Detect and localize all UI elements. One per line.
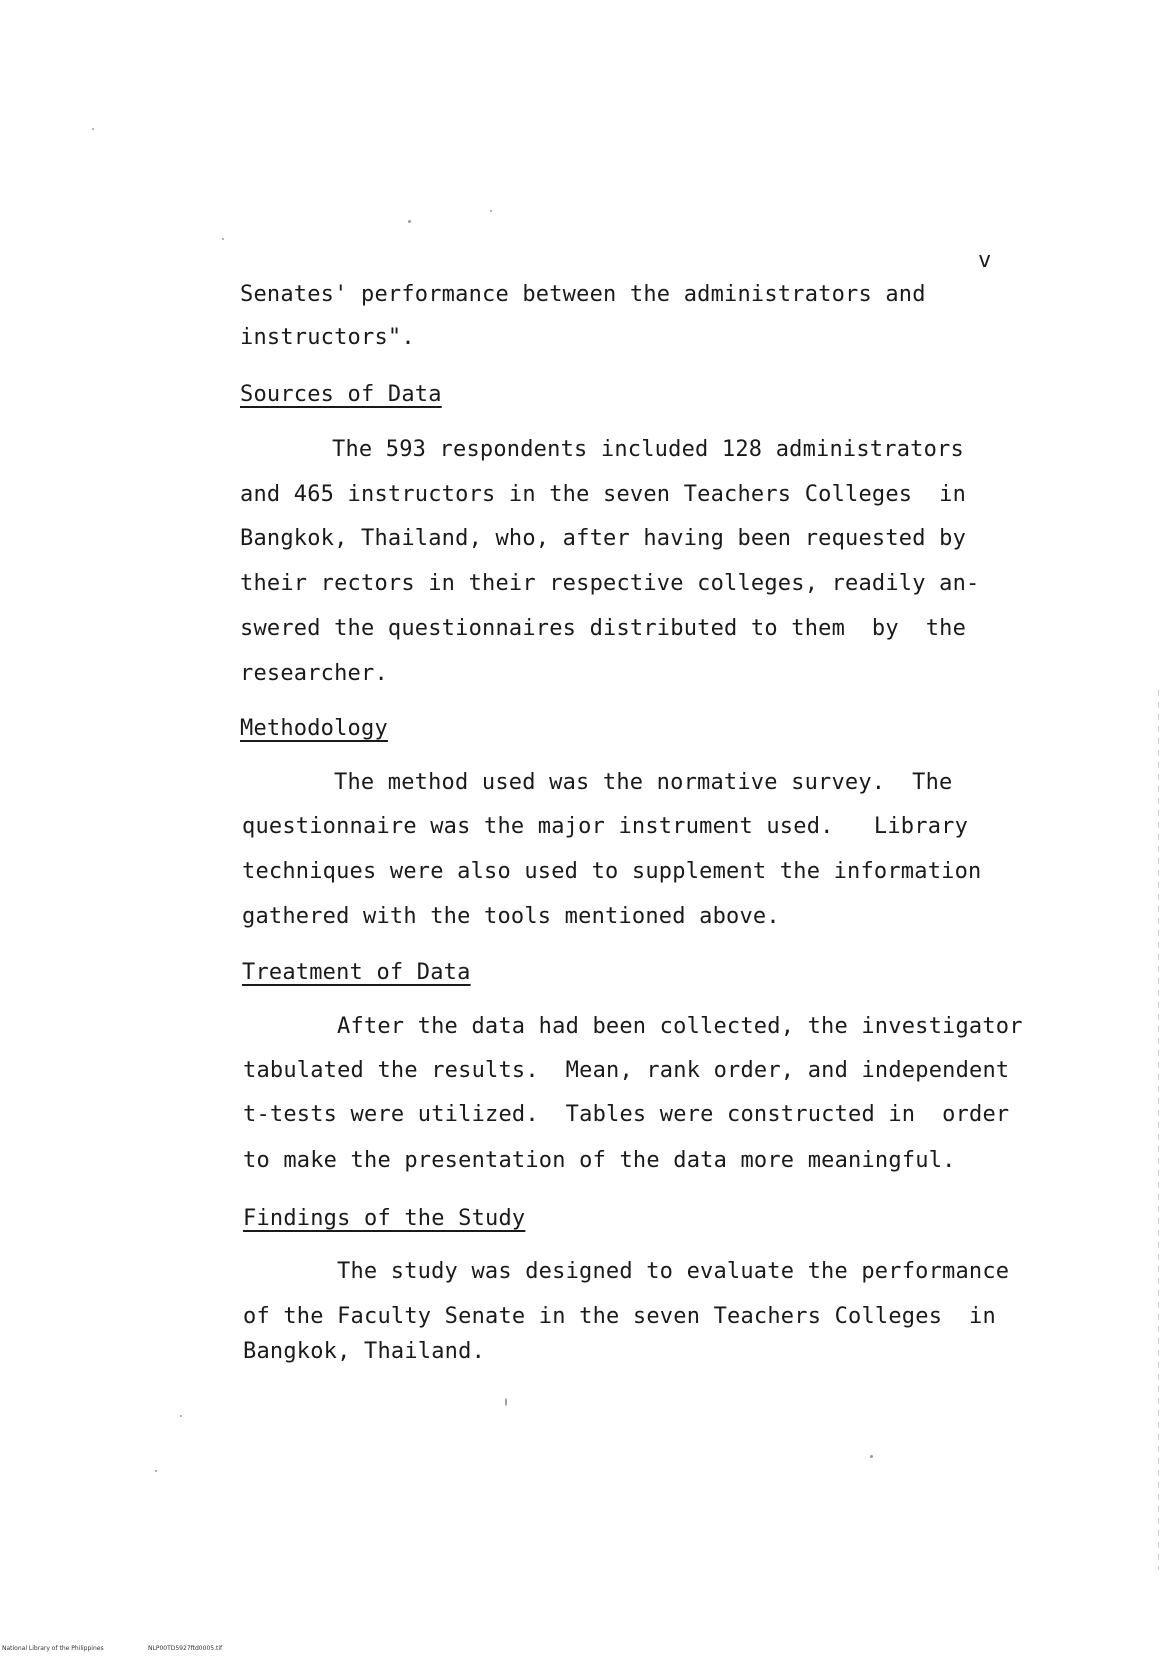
text-line: instructors". [240,325,415,350]
scan-speck [870,1455,873,1458]
scan-speck [408,220,411,223]
text-line: tabulated the results. Mean, rank order, and independent [243,1058,1010,1083]
scan-edge-line [1158,690,1159,1570]
section-heading-findings-of-the-study: Findings of the Study [243,1206,526,1231]
scan-speck [180,1415,182,1417]
text-line: to make the presentation of the data more meaningful. [243,1148,956,1173]
section-heading-sources-of-data: Sources of Data [240,382,442,407]
text-line: and 465 instructors in the seven Teachers Colleges in [240,482,967,507]
text-line: techniques were also used to supplement the information [242,859,982,884]
text-line: swered the questionnaires distributed to them by the [240,616,967,641]
text-line: The 593 respondents included 128 administrators [332,437,964,462]
footer-file-id: NLP00TD5927ftd0005.tif [148,1645,223,1652]
text-line: The study was designed to evaluate the performance [337,1259,1010,1284]
text-line: Bangkok, Thailand, who, after having been requested by [240,526,967,551]
text-line: Senates' performance between the administrators and [240,282,926,307]
page-number: v [978,248,993,273]
text-line: The method used was the normative survey. The [334,770,953,795]
text-line: questionnaire was the major instrument used. Library [242,814,969,839]
text-line: researcher. [240,661,388,686]
scan-speck [92,128,94,130]
scan-speck [490,210,492,212]
section-heading-methodology: Methodology [240,716,388,741]
footer-library-label: National Library of the Philippines [2,1645,104,1652]
text-line: After the data had been collected, the investigator [337,1014,1023,1039]
section-heading-treatment-of-data: Treatment of Data [242,960,471,985]
text-line: Bangkok, Thailand. [243,1339,486,1364]
text-line: their rectors in their respective colleges, readily an- [240,571,980,596]
scan-speck [155,1470,157,1472]
text-line: gathered with the tools mentioned above. [242,904,780,929]
text-line: of the Faculty Senate in the seven Teachers Colleges in [243,1304,996,1329]
scan-speck [222,238,224,240]
text-line: t-tests were utilized. Tables were constructed in order [243,1102,1010,1127]
scan-speck [505,1398,507,1406]
